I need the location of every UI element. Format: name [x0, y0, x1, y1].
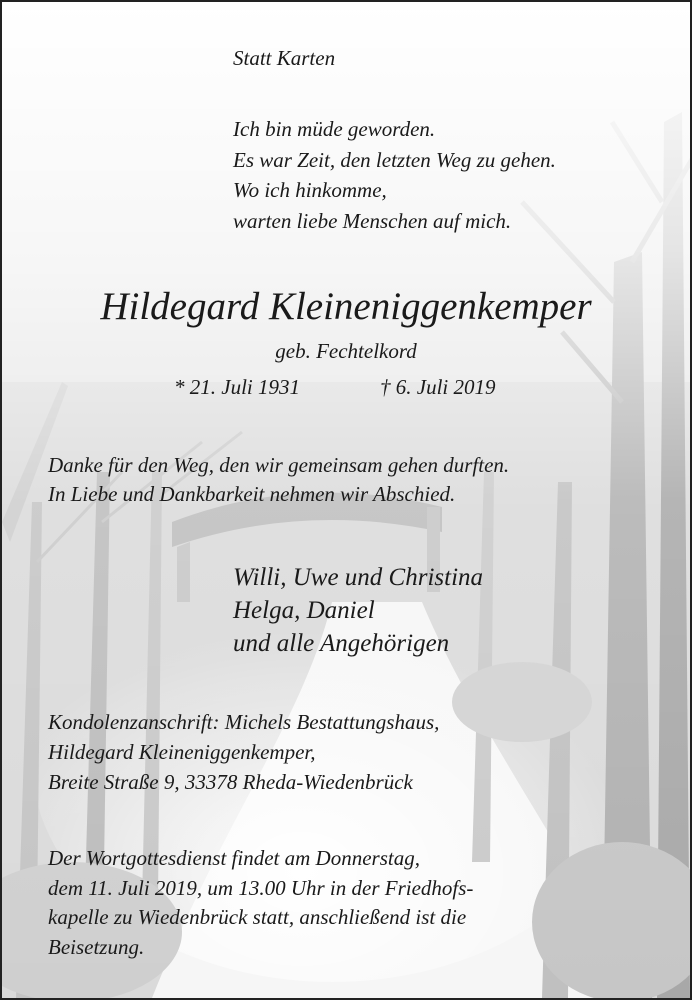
thanks-line: Danke für den Weg, den wir gemeinsam gehen durften.	[48, 453, 510, 477]
poem	[233, 114, 556, 236]
service-line: Beisetzung.	[48, 934, 145, 959]
service-line: kapelle zu Wiedenbrück statt, anschließend ist die	[48, 905, 467, 929]
poem-line: Ich bin müde geworden.	[233, 117, 436, 141]
maiden-name: geb. Fechtelkord	[275, 339, 417, 363]
service-line: Der Wortgottesdienst findet am Donnerstag,	[48, 846, 420, 870]
service-line: dem 11. Juli 2019, um 13.00 Uhr in der Friedhofs-	[48, 875, 474, 900]
address-line: Kondolenzanschrift: Michels Bestattungshaus,	[48, 710, 440, 734]
poem-line: warten liebe Menschen auf mich.	[233, 208, 512, 233]
birth-date: * 21. Juli 1931	[174, 375, 300, 399]
poem-line: Wo ich hinkomme,	[233, 178, 387, 202]
condolence-address	[48, 707, 439, 797]
thanks-line: In Liebe und Dankbarkeit nehmen wir Abschied.	[48, 482, 456, 506]
deceased-name: Hildegard Kleineniggenkemper	[100, 285, 592, 328]
death-date: † 6. Juli 2019	[380, 375, 496, 399]
family-line: Helga, Daniel	[233, 597, 375, 624]
address-line: Hildegard Kleineniggenkemper,	[48, 740, 316, 764]
statt-karten-heading: Statt Karten	[233, 46, 336, 70]
family-line: Willi, Uwe und Christina	[233, 564, 484, 591]
address-line: Breite Straße 9, 33378 Rheda-Wiedenbrück	[48, 770, 413, 794]
family-line: und alle Angehörigen	[233, 630, 450, 657]
poem-line: Es war Zeit, den letzten Weg zu gehen.	[233, 147, 556, 172]
service-notice	[48, 844, 473, 962]
family-signatures	[233, 561, 483, 660]
thanks-text	[48, 451, 509, 509]
